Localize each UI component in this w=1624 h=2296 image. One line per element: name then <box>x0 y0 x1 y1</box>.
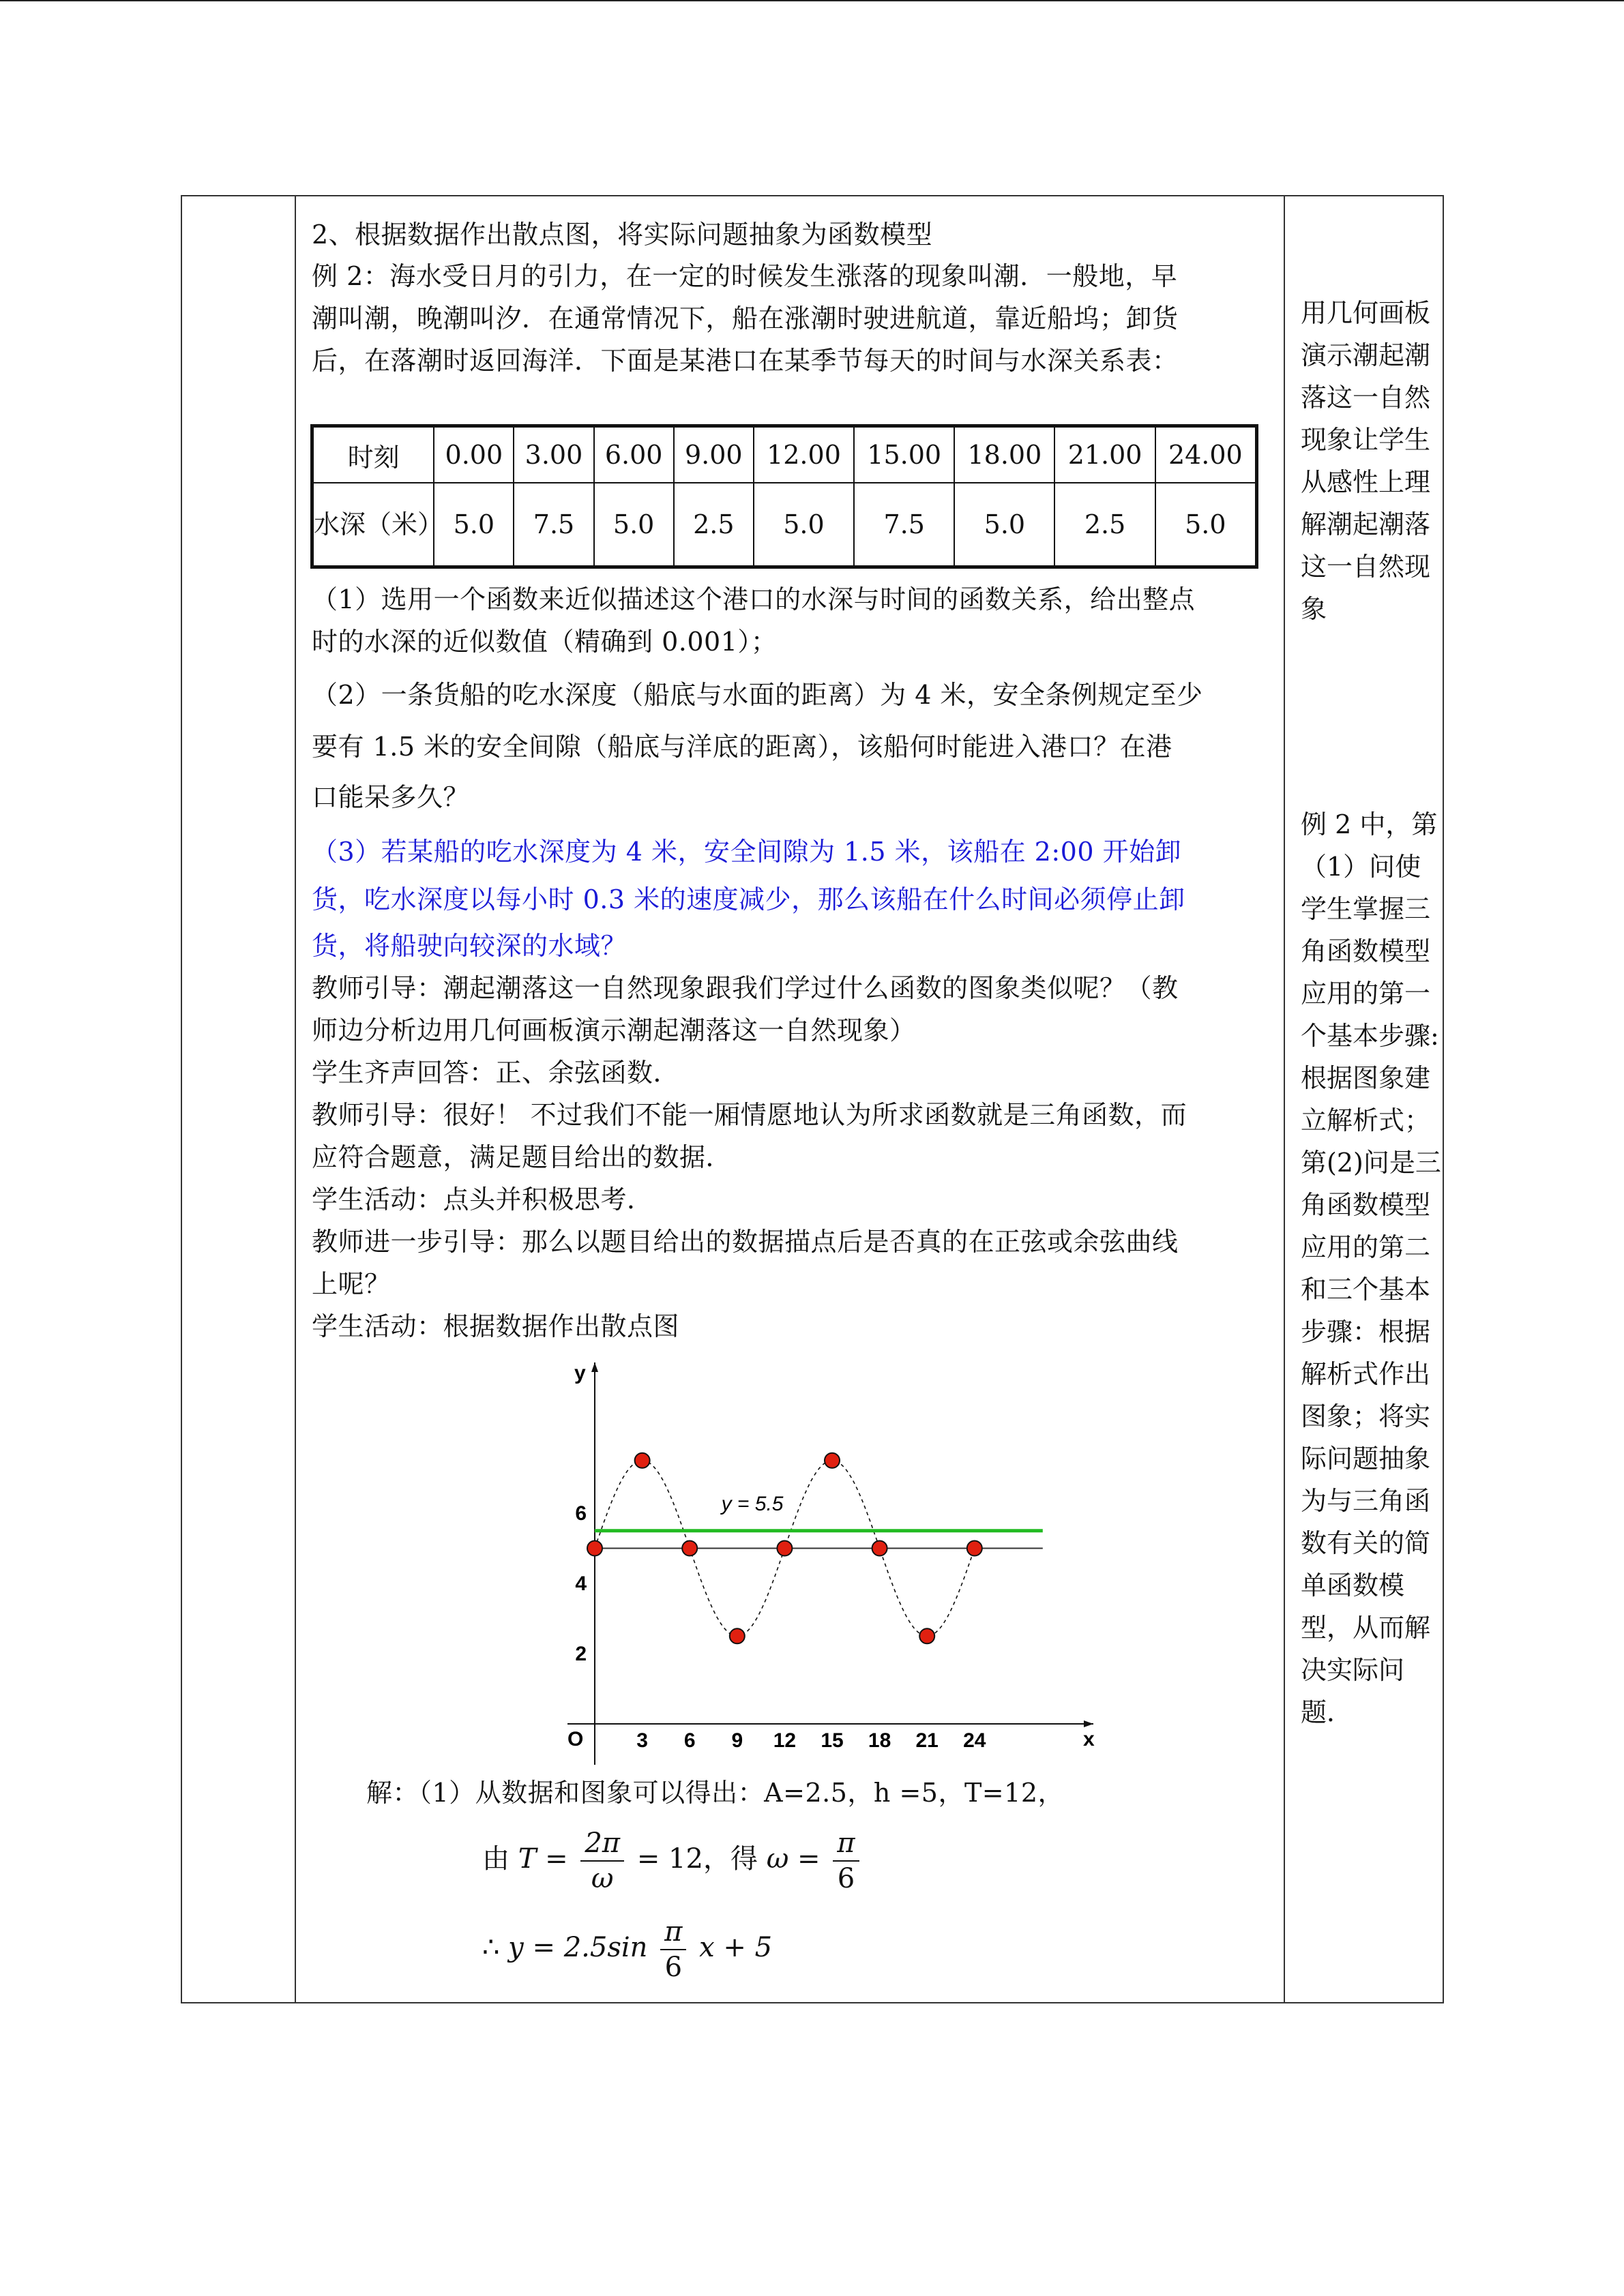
example-line: 例 2：海水受日月的引力，在一定的时候发生涨落的现象叫潮．一般地，早 <box>312 261 1178 291</box>
x-tick-label: 3 <box>636 1729 648 1752</box>
section-title: 2、根据数据作出散点图，将实际问题抽象为函数模型 <box>312 220 933 250</box>
question-3-line: 货，吃水深度以每小时 0.3 米的速度减少，那么该船在什么时间必须停止卸 <box>312 884 1185 914</box>
x-axis-label: x <box>1083 1728 1095 1750</box>
table-cell: 2.5 <box>1054 483 1155 567</box>
question-2-line: （2）一条货船的吃水深度（船底与水面的距离）为 4 米，安全条例规定至少 <box>312 680 1203 710</box>
data-point <box>872 1541 887 1556</box>
table-cell: 15.00 <box>854 426 954 483</box>
table-cell: 6.00 <box>594 426 674 483</box>
example-line: 潮叫潮，晚潮叫汐．在通常情况下，船在涨潮时驶进航道，靠近船坞；卸货 <box>312 303 1179 333</box>
data-point <box>777 1541 792 1556</box>
x-tick-label: 6 <box>683 1729 696 1752</box>
data-point <box>587 1541 602 1556</box>
fraction-2pi-omega <box>580 1826 624 1896</box>
question-1-line: （1）选用一个函数来近似描述这个港口的水深与时间的函数关系，给出整点 <box>312 584 1196 614</box>
fraction-numerator: 2π <box>580 1826 624 1862</box>
solution-line-1: 解：（1）从数据和图象可以得出：A=2.5，h =5，T=12， <box>366 1778 1065 1808</box>
table-header-depth: 水深（米） <box>312 483 434 567</box>
fraction-numerator: π <box>660 1915 686 1950</box>
table-cell: 0.00 <box>434 426 514 483</box>
table-cell: 18.00 <box>954 426 1054 483</box>
table-cell: 24.00 <box>1155 426 1257 483</box>
table-cell: 5.0 <box>754 483 854 567</box>
table-cell: 5.0 <box>434 483 514 567</box>
formula-result <box>482 1915 772 1984</box>
fraction-pi-6 <box>833 1826 859 1896</box>
table-cell: 12.00 <box>754 426 854 483</box>
scatter-chart-svg <box>550 1356 1095 1778</box>
dialog-line: 教师进一步引导：那么以题目给出的数据描点后是否真的在正弦或余弦曲线 <box>312 1227 1179 1257</box>
data-point <box>967 1541 982 1556</box>
table-cell: 5.0 <box>954 483 1054 567</box>
table-cell: 21.00 <box>1054 426 1155 483</box>
table-header-time: 时刻 <box>312 426 434 483</box>
therefore-symbol: ∴ <box>482 1932 500 1963</box>
fraction-numerator: π <box>833 1826 859 1862</box>
x-tick-label: 15 <box>821 1729 844 1752</box>
data-point <box>635 1453 650 1468</box>
example-line: 后，在落潮时返回海洋．下面是某港口在某季节每天的时间与水深关系表： <box>312 346 1179 376</box>
y-axis-label: y <box>574 1362 586 1384</box>
formula-text: x + 5 <box>699 1932 773 1963</box>
table-cell: 9.00 <box>674 426 754 483</box>
question-1-line: 时的水深的近似数值（精确到 0.001）； <box>312 627 778 657</box>
question-2-line: 要有 1.5 米的安全间隙（船底与洋底的距离），该船何时能进入港口？在港 <box>312 732 1172 762</box>
formula-omega-eq: ω = <box>766 1843 821 1875</box>
data-point <box>825 1453 840 1468</box>
origin-label: O <box>567 1728 584 1750</box>
x-tick-label: 24 <box>963 1729 986 1752</box>
dialog-line: 教师引导：潮起潮落这一自然现象跟我们学过什么函数的图象类似呢？（教 <box>312 973 1179 1003</box>
data-point <box>682 1541 697 1556</box>
threshold-label: y = 5.5 <box>721 1492 784 1515</box>
table-cell: 3.00 <box>514 426 593 483</box>
fraction-pi-6 <box>660 1915 686 1984</box>
table-cell: 2.5 <box>674 483 754 567</box>
fraction-denominator: 6 <box>837 1863 855 1894</box>
y-tick-label: 6 <box>575 1502 587 1525</box>
data-point <box>919 1628 934 1643</box>
formula-eq: = <box>545 1843 568 1875</box>
question-3-line: （3）若某船的吃水深度为 4 米，安全间隙为 1.5 米，该船在 2:00 开始卸 <box>312 837 1182 867</box>
x-tick-label: 21 <box>915 1729 939 1752</box>
table-cell: 5.0 <box>594 483 674 567</box>
question-2-line: 口能呆多久？ <box>312 782 470 812</box>
formula-text: = 12，得 <box>636 1843 758 1875</box>
table-row-depth <box>312 483 1257 567</box>
y-axis-arrow <box>591 1362 598 1372</box>
dialog-line: 应符合题意，满足题目给出的数据． <box>312 1142 733 1172</box>
lesson-table-frame <box>181 195 1444 2003</box>
fraction-denominator: 6 <box>664 1952 683 1983</box>
formula-var-T: T <box>518 1843 537 1875</box>
scatter-chart <box>550 1356 1095 1781</box>
formula-period <box>482 1826 863 1896</box>
dialog-line: 学生齐声回答：正、余弦函数． <box>312 1058 680 1088</box>
question-3-line: 货，将船驶向较深的水域？ <box>312 931 628 961</box>
formula-text: y = 2.5sin <box>508 1932 648 1963</box>
side-note-1: 用几何画板演示潮起潮落这一自然现象让学生从感性上理解潮起潮落这一自然现象 <box>1301 298 1431 624</box>
table-cell: 7.5 <box>854 483 954 567</box>
dialog-line: 学生活动：根据数据作出散点图 <box>312 1311 680 1341</box>
table-row-time <box>312 426 1257 483</box>
y-tick-label: 4 <box>575 1572 587 1595</box>
x-tick-label: 12 <box>773 1729 797 1752</box>
x-axis-arrow <box>1084 1720 1093 1727</box>
table-cell: 7.5 <box>514 483 593 567</box>
dialog-line: 师边分析边用几何画板演示潮起潮落这一自然现象） <box>312 1015 916 1045</box>
formula-text: 由 <box>482 1843 510 1875</box>
x-tick-label: 9 <box>731 1729 743 1752</box>
side-note-2: 例 2 中，第（1）问使学生掌握三角函数模型应用的第一个基本步骤:根据图象建立解析式；第(2)问是三角函数模型应用的第二和三个基本步骤：根据解析式作出图象；将实际问题抽象为与三角函数有关的简单函数模型，从而解决实际问题． <box>1301 809 1441 1727</box>
dialog-line: 上呢？ <box>312 1269 391 1299</box>
data-point <box>730 1628 745 1643</box>
dialog-line: 学生活动：点头并积极思考． <box>312 1184 653 1214</box>
y-tick-label: 2 <box>575 1643 587 1665</box>
x-tick-label: 18 <box>868 1729 891 1752</box>
dialog-line: 教师引导：很好！ 不过我们不能一厢情愿地认为所求函数就是三角函数，而 <box>312 1100 1187 1130</box>
page-top-border <box>0 0 1624 1</box>
tide-data-table <box>310 424 1258 569</box>
column-divider-left <box>295 196 296 2002</box>
table-cell: 5.0 <box>1155 483 1257 567</box>
fraction-denominator: ω <box>591 1863 614 1894</box>
